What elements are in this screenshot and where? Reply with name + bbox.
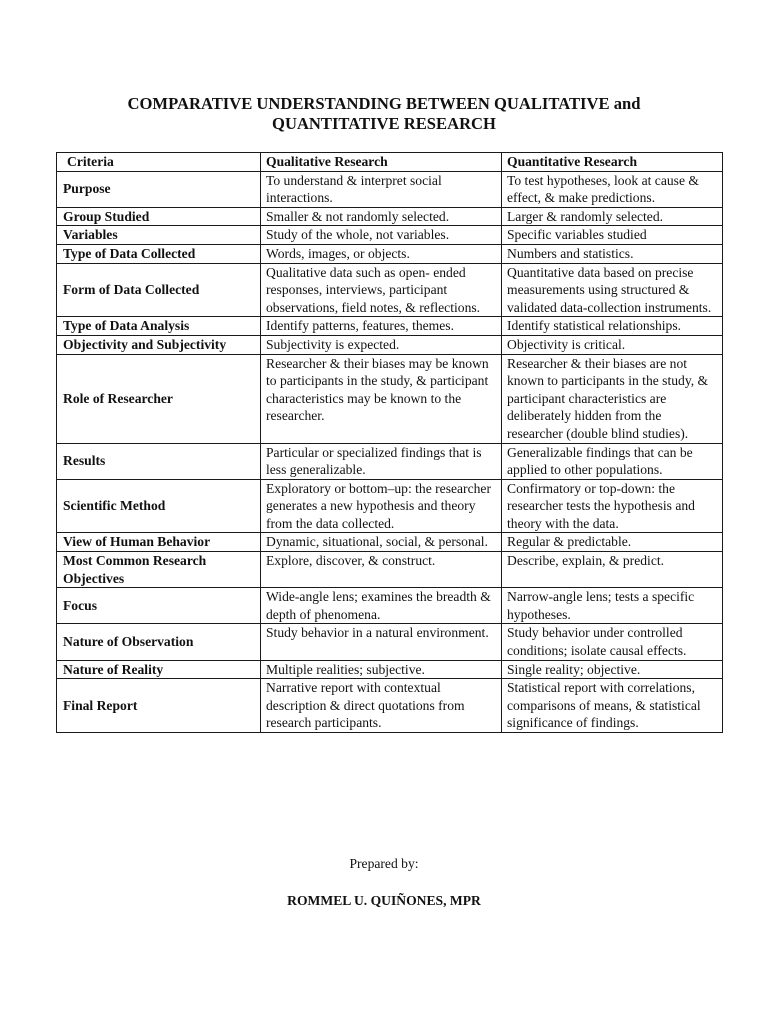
table-row	[57, 479, 723, 533]
author-name: ROMMEL U. QUIÑONES, MPR	[287, 893, 481, 908]
comparison-table	[56, 152, 723, 733]
row-criteria: Final Report	[57, 679, 261, 733]
row-criteria: Type of Data Analysis	[57, 317, 261, 336]
row-quantitative: Objectivity is critical.	[502, 335, 723, 354]
table-row	[57, 624, 723, 660]
table-row	[57, 263, 723, 317]
table-row	[57, 244, 723, 263]
row-qualitative: Identify patterns, features, themes.	[261, 317, 502, 336]
row-quantitative: Identify statistical relationships.	[502, 317, 723, 336]
row-criteria: Results	[57, 443, 261, 479]
header-criteria: Criteria	[57, 153, 261, 172]
row-criteria: Role of Researcher	[57, 354, 261, 443]
row-criteria: Form of Data Collected	[57, 263, 261, 317]
table-row	[57, 533, 723, 552]
row-quantitative: Single reality; objective.	[502, 660, 723, 679]
row-qualitative: Study behavior in a natural environment.	[261, 624, 502, 660]
row-criteria: Group Studied	[57, 207, 261, 226]
header-quantitative: Quantitative Research	[502, 153, 723, 172]
row-quantitative: Statistical report with correlations, comparisons of means, & statistical significance of findings.	[502, 679, 723, 733]
row-quantitative: Researcher & their biases are not known to participants in the study, & participant characteristics are deliberately hidden from the researcher (double blind studies).	[502, 354, 723, 443]
row-criteria: Scientific Method	[57, 479, 261, 533]
row-criteria: Nature of Observation	[57, 624, 261, 660]
row-criteria: Type of Data Collected	[57, 244, 261, 263]
row-qualitative: Wide-angle lens; examines the breadth & depth of phenomena.	[261, 588, 502, 624]
row-quantitative: Larger & randomly selected.	[502, 207, 723, 226]
row-qualitative: Subjectivity is expected.	[261, 335, 502, 354]
row-qualitative: Words, images, or objects.	[261, 244, 502, 263]
row-criteria: Objectivity and Subjectivity	[57, 335, 261, 354]
row-qualitative: To understand & interpret social interactions.	[261, 171, 502, 207]
row-qualitative: Researcher & their biases may be known to participants in the study, & participant characteristics may be known to the researcher.	[261, 354, 502, 443]
row-criteria: Most Common Research Objectives	[57, 552, 261, 588]
table-row	[57, 317, 723, 336]
table-row	[57, 354, 723, 443]
row-qualitative: Dynamic, situational, social, & personal.	[261, 533, 502, 552]
row-quantitative: Describe, explain, & predict.	[502, 552, 723, 588]
document-title	[0, 94, 768, 134]
table-row	[57, 171, 723, 207]
row-qualitative: Study of the whole, not variables.	[261, 226, 502, 245]
row-quantitative: Quantitative data based on precise measurements using structured & validated data-collection instruments.	[502, 263, 723, 317]
table-row	[57, 679, 723, 733]
row-criteria: View of Human Behavior	[57, 533, 261, 552]
row-qualitative: Particular or specialized findings that is less generalizable.	[261, 443, 502, 479]
row-qualitative: Narrative report with contextual description & direct quotations from research participants.	[261, 679, 502, 733]
row-quantitative: Regular & predictable.	[502, 533, 723, 552]
row-criteria: Focus	[57, 588, 261, 624]
row-qualitative: Qualitative data such as open- ended responses, interviews, participant observations, field notes, & reflections.	[261, 263, 502, 317]
row-qualitative: Smaller & not randomly selected.	[261, 207, 502, 226]
row-quantitative: Numbers and statistics.	[502, 244, 723, 263]
table-row	[57, 588, 723, 624]
table-header-row	[57, 153, 723, 172]
row-quantitative: Study behavior under controlled conditions; isolate causal effects.	[502, 624, 723, 660]
title-line-1: COMPARATIVE UNDERSTANDING BETWEEN QUALITATIVE and	[127, 94, 641, 113]
table-row	[57, 207, 723, 226]
title-line-2: QUANTITATIVE RESEARCH	[272, 114, 496, 133]
header-qualitative: Qualitative Research	[261, 153, 502, 172]
table-row	[57, 335, 723, 354]
row-criteria: Nature of Reality	[57, 660, 261, 679]
row-qualitative: Exploratory or bottom–up: the researcher generates a new hypothesis and theory from the data collected.	[261, 479, 502, 533]
row-qualitative: Multiple realities; subjective.	[261, 660, 502, 679]
row-quantitative: To test hypotheses, look at cause & effect, & make predictions.	[502, 171, 723, 207]
row-quantitative: Specific variables studied	[502, 226, 723, 245]
prepared-by-label: Prepared by:	[349, 856, 419, 871]
table-row	[57, 660, 723, 679]
row-quantitative: Generalizable findings that can be applied to other populations.	[502, 443, 723, 479]
row-criteria: Variables	[57, 226, 261, 245]
table-row	[57, 443, 723, 479]
row-criteria: Purpose	[57, 171, 261, 207]
row-quantitative: Narrow-angle lens; tests a specific hypotheses.	[502, 588, 723, 624]
row-quantitative: Confirmatory or top-down: the researcher tests the hypothesis and theory with the data.	[502, 479, 723, 533]
table-row	[57, 552, 723, 588]
table-row	[57, 226, 723, 245]
row-qualitative: Explore, discover, & construct.	[261, 552, 502, 588]
